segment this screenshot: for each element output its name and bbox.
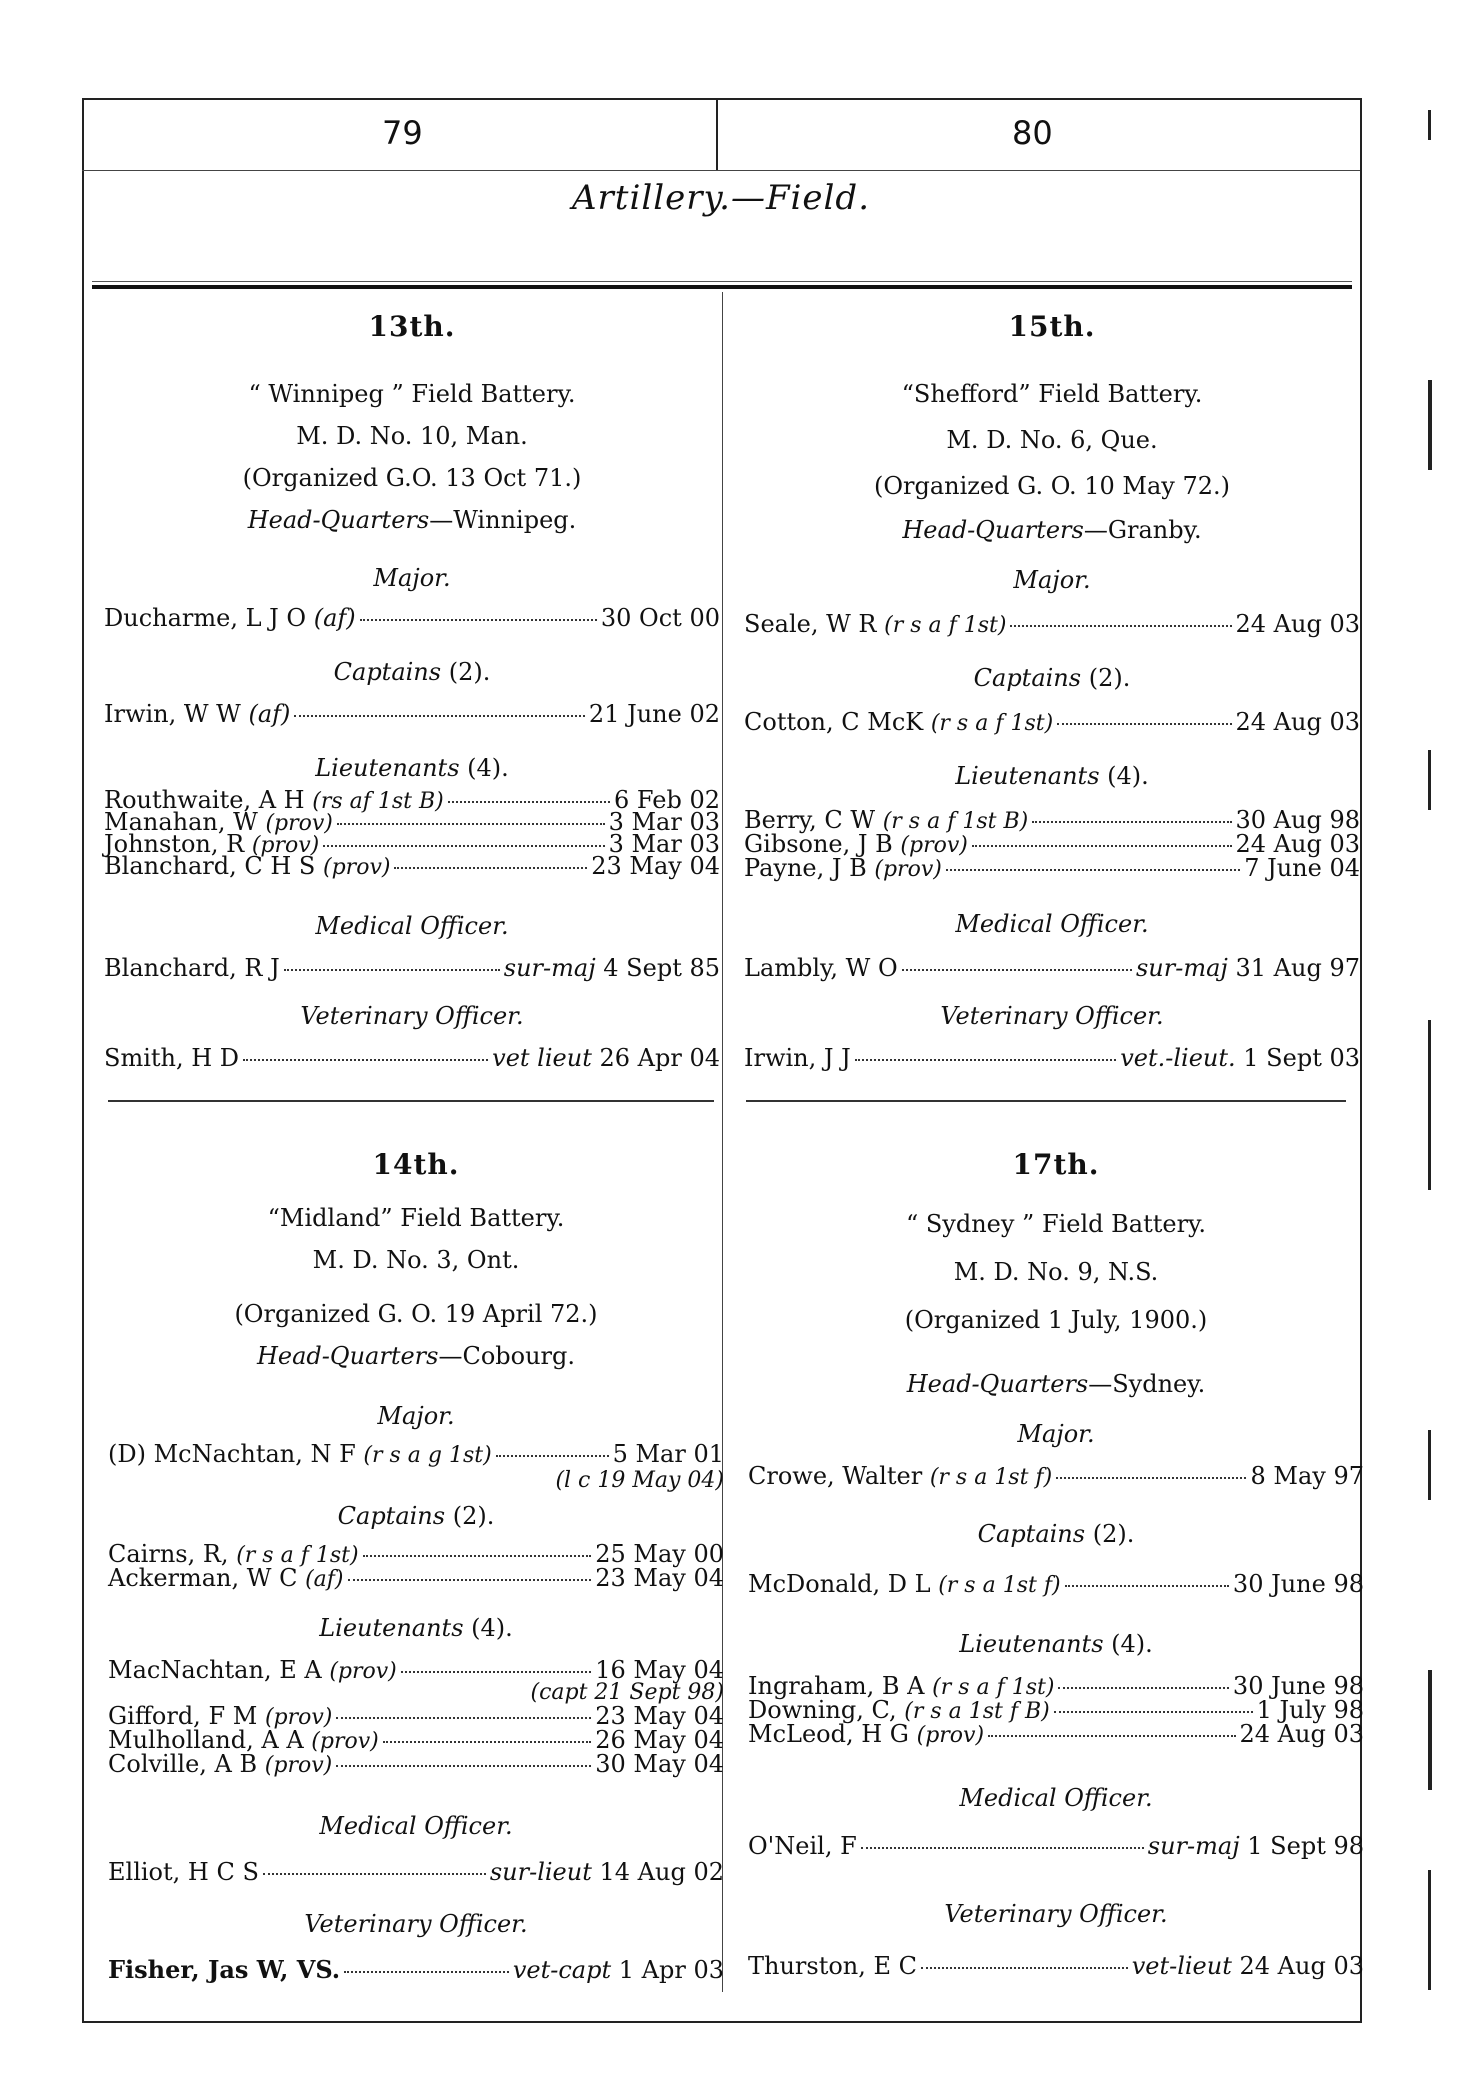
officer-name: Ackerman, W C: [108, 1564, 298, 1592]
page-heading: Artillery.—Field.: [572, 178, 870, 218]
qualification: (prov): [916, 1723, 985, 1748]
section-number: 15th.: [1008, 310, 1096, 343]
lieutenants-count: (4).: [467, 754, 509, 782]
date: 30 June 98: [1232, 1672, 1364, 1700]
battery-name: “ Winnipeg ” Field Battery.: [248, 380, 576, 408]
rank: sur-lieut: [489, 1858, 592, 1886]
officer-name: Thurston, E C: [748, 1952, 918, 1980]
headquarters: [104, 506, 720, 534]
qualification: (prov): [329, 1659, 397, 1684]
officer-name: McLeod, H G: [748, 1720, 909, 1748]
qualification: (prov): [251, 833, 320, 858]
captain-entry: [108, 1566, 724, 1591]
officer-name: Colville, A B: [108, 1750, 258, 1778]
officer-name: Irwin, W W: [104, 700, 241, 728]
lieutenants-label: Lieutenants: [315, 754, 460, 782]
officer-name: Cairns, R,: [108, 1540, 229, 1568]
lieutenant-entry: [108, 1752, 724, 1777]
military-district: M. D. No. 6, Que.: [946, 426, 1158, 454]
major-label: Major.: [1017, 1420, 1095, 1448]
lieutenants-label: Lieutenants: [319, 1614, 464, 1642]
lieutenants-heading: [748, 1630, 1364, 1658]
battery-name: “Midland” Field Battery.: [267, 1204, 565, 1232]
qualification: (prov): [265, 811, 333, 836]
qualification: (r s a f 1st): [932, 1675, 1055, 1700]
organized-note: (Organized G.O. 13 Oct 71.): [242, 464, 582, 492]
battery-name: “Shefford” Field Battery.: [901, 380, 1203, 408]
captains-count: (2).: [1092, 1520, 1135, 1548]
captains-label: Captains: [973, 664, 1082, 692]
date: 8 May 97: [1250, 1462, 1364, 1490]
rank: sur-maj: [1135, 954, 1228, 982]
medical-label: Medical Officer.: [319, 1812, 513, 1840]
officer-name: Smith, H D: [104, 1044, 240, 1072]
organized-note: (Organized G. O. 19 April 72.): [234, 1300, 598, 1328]
qualification: (prov): [264, 1753, 333, 1778]
officer-name: Cotton, C McK: [744, 708, 924, 736]
qualification: (af): [313, 604, 356, 632]
officer-name: Crowe, Walter: [748, 1462, 923, 1490]
hq-label: Head-Quarters: [247, 506, 430, 534]
lieutenant-subnote: (capt 21 Sept 98): [530, 1680, 724, 1705]
hq-value: —Cobourg.: [438, 1342, 575, 1370]
officer-name: Gibsone, J B: [744, 830, 893, 858]
section-divider-right: [746, 1100, 1346, 1102]
page-number-right: 80: [1012, 114, 1053, 152]
date: 4 Sept 85: [603, 954, 720, 982]
qualification: (r s a 1st f): [938, 1573, 1061, 1598]
qualification: (af): [305, 1567, 344, 1592]
military-district: M. D. No. 3, Ont.: [312, 1246, 520, 1274]
major-entry: [108, 1442, 724, 1467]
captain-entry: [744, 710, 1360, 735]
medical-entry: [744, 956, 1360, 980]
date: 14 Aug 02: [599, 1858, 724, 1886]
hq-label: Head-Quarters: [902, 516, 1084, 544]
date: 5 Mar 01: [612, 1440, 724, 1468]
military-district: M. D. No. 9, N.S.: [953, 1258, 1159, 1286]
major-label: Major.: [1013, 566, 1091, 594]
officer-name: Manahan, W: [104, 808, 258, 836]
vet-label: Veterinary Officer.: [304, 1910, 528, 1938]
medical-label: Medical Officer.: [315, 912, 509, 940]
date: 16 May 04: [595, 1656, 724, 1684]
officer-name: Payne, J B: [744, 854, 867, 882]
captains-heading: [748, 1520, 1364, 1548]
lieutenant-entry: [748, 1722, 1364, 1747]
rank: sur-maj: [1147, 1832, 1240, 1860]
medical-entry: [748, 1834, 1364, 1858]
qualification: (prov): [311, 1729, 379, 1754]
qualification: (r s a f 1st): [884, 613, 1007, 638]
date: 1 Sept 98: [1247, 1832, 1364, 1860]
lieutenants-count: (4).: [1111, 1630, 1153, 1658]
date: 30 June 98: [1232, 1570, 1364, 1598]
officer-name: Ducharme, L J O: [104, 604, 307, 632]
vet-label: Veterinary Officer.: [940, 1002, 1164, 1030]
date: 31 Aug 97: [1235, 954, 1360, 982]
date: 24 Aug 03: [1235, 830, 1360, 858]
date: 7 June 04: [1244, 854, 1360, 882]
captains-label: Captains: [977, 1520, 1086, 1548]
medical-label: Medical Officer.: [959, 1784, 1153, 1812]
date: 26 May 04: [595, 1726, 724, 1754]
date: 23 May 04: [595, 1564, 724, 1592]
date: 24 Aug 03: [1239, 1952, 1364, 1980]
officer-name: Blanchard, C H S: [104, 852, 316, 880]
section-number: 14th.: [372, 1148, 460, 1181]
qualification: (prov): [874, 857, 942, 882]
organized-note: (Organized 1 July, 1900.): [904, 1306, 1208, 1334]
officer-name: Blanchard, R J: [104, 954, 280, 982]
officer-name: MacNachtan, E A: [108, 1656, 322, 1684]
qualification: (r s a f 1st): [930, 711, 1054, 736]
vet-entry: [104, 1046, 720, 1070]
binding-edge-marks: [1428, 110, 1448, 2070]
lieutenants-label: Lieutenants: [959, 1630, 1104, 1658]
medical-label: Medical Officer.: [955, 910, 1149, 938]
medical-entry: [108, 1860, 724, 1884]
rank: vet-lieut: [1131, 1952, 1232, 1980]
date: 6 Feb 02: [614, 786, 720, 814]
qualification: (r s a f 1st B): [882, 809, 1029, 834]
vet-entry: [748, 1954, 1364, 1978]
organized-note: (Organized G. O. 10 May 72.): [873, 472, 1231, 500]
date: 30 May 04: [595, 1750, 724, 1778]
page-number-row: [82, 100, 1360, 171]
officer-name: Elliot, H C S: [108, 1858, 259, 1886]
officer-name: Routhwaite, A H: [104, 786, 305, 814]
major-entry: [104, 606, 720, 630]
captains-count: (2).: [452, 1502, 495, 1530]
major-entry: [748, 1464, 1364, 1489]
officer-name: (D) McNachtan, N F: [108, 1440, 356, 1468]
section-number: 13th.: [368, 310, 456, 343]
qualification: (r s a f 1st): [236, 1543, 359, 1568]
rank: vet-capt: [512, 1956, 612, 1984]
captain-entry: [748, 1572, 1364, 1597]
officer-name: Downing, C,: [748, 1696, 897, 1724]
lieutenants-heading: [744, 762, 1360, 790]
headquarters: [748, 1370, 1364, 1398]
battery-name: “ Sydney ” Field Battery.: [905, 1210, 1207, 1238]
officer-name: Lambly, W O: [744, 954, 898, 982]
lieutenants-count: (4).: [471, 1614, 513, 1642]
vet-entry: [744, 1046, 1360, 1070]
heading-thin-rule: [92, 281, 1352, 282]
headquarters: [108, 1342, 724, 1370]
date: 21 June 02: [588, 700, 720, 728]
section-divider-left: [108, 1100, 714, 1102]
qualification: (r s a 1st f): [929, 1465, 1053, 1490]
officer-name: Fisher, Jas W, VS.: [108, 1955, 341, 1984]
hq-value: —Sydney.: [1088, 1370, 1206, 1398]
date: 3 Mar 03: [608, 830, 720, 858]
hq-value: —Winnipeg.: [429, 506, 577, 534]
officer-name: McDonald, D L: [748, 1570, 931, 1598]
officer-name: O'Neil, F: [748, 1832, 857, 1860]
lieutenant-entry: [104, 854, 720, 879]
date: 24 Aug 03: [1235, 610, 1360, 638]
captains-heading: [104, 658, 720, 686]
hq-label: Head-Quarters: [256, 1342, 439, 1370]
lieutenants-heading: [104, 754, 720, 782]
officer-name: Irwin, J J: [744, 1044, 851, 1072]
date: 1 Sept 03: [1243, 1044, 1360, 1072]
date: 3 Mar 03: [608, 808, 720, 836]
lieutenant-entry: [744, 856, 1360, 881]
captains-heading: [108, 1502, 724, 1530]
section-number: 17th.: [1012, 1148, 1100, 1181]
major-entry: [744, 612, 1360, 637]
officer-name: Ingraham, B A: [748, 1672, 925, 1700]
date: 26 Apr 04: [599, 1044, 720, 1072]
rank: vet.-lieut.: [1120, 1044, 1236, 1072]
rank: vet lieut: [492, 1044, 592, 1072]
vet-label: Veterinary Officer.: [944, 1900, 1168, 1928]
lieutenants-count: (4).: [1107, 762, 1149, 790]
date: 25 May 00: [595, 1540, 724, 1568]
captains-count: (2).: [448, 658, 491, 686]
date: 23 May 04: [595, 1702, 724, 1730]
major-label: Major.: [373, 564, 451, 592]
page-number-divider: [716, 100, 718, 170]
captains-count: (2).: [1088, 664, 1131, 692]
heading-thick-rule: [92, 285, 1352, 289]
qualification: (r s a g 1st): [363, 1443, 492, 1468]
major-subnote: (l c 19 May 04): [555, 1468, 724, 1493]
major-label: Major.: [377, 1402, 455, 1430]
qualification: (r s a 1st f B): [904, 1699, 1050, 1724]
date: 1 July 98: [1256, 1696, 1364, 1724]
qualification: (prov): [264, 1705, 333, 1730]
date: 30 Oct 00: [600, 604, 720, 632]
date: 23 May 04: [591, 852, 720, 880]
date: 30 Aug 98: [1235, 806, 1360, 834]
lieutenants-label: Lieutenants: [955, 762, 1100, 790]
date: 24 Aug 03: [1239, 1720, 1364, 1748]
officer-name: Johnston, R: [104, 830, 245, 858]
hq-label: Head-Quarters: [906, 1370, 1089, 1398]
officer-name: Gifford, F M: [108, 1702, 258, 1730]
captain-entry: [104, 702, 720, 726]
officer-name: Seale, W R: [744, 610, 877, 638]
date: 1 Apr 03: [618, 1956, 724, 1984]
medical-entry: [104, 956, 720, 980]
officer-name: Berry, C W: [744, 806, 876, 834]
qualification: (prov): [323, 855, 391, 880]
qualification: (af): [248, 700, 291, 728]
captains-label: Captains: [337, 1502, 446, 1530]
hq-value: —Granby.: [1083, 516, 1202, 544]
officer-name: Mulholland, A A: [108, 1726, 304, 1754]
lieutenants-heading: [108, 1614, 724, 1642]
military-district: M. D. No. 10, Man.: [296, 422, 528, 450]
vet-label: Veterinary Officer.: [300, 1002, 524, 1030]
page-number-left: 79: [382, 114, 423, 152]
rank: sur-maj: [503, 954, 596, 982]
captains-heading: [744, 664, 1360, 692]
captains-label: Captains: [333, 658, 442, 686]
qualification: (prov): [900, 833, 968, 858]
vet-entry: [108, 1955, 724, 1984]
headquarters: [744, 516, 1360, 544]
date: 24 Aug 03: [1235, 708, 1360, 736]
qualification: (rs af 1st B): [312, 789, 444, 814]
